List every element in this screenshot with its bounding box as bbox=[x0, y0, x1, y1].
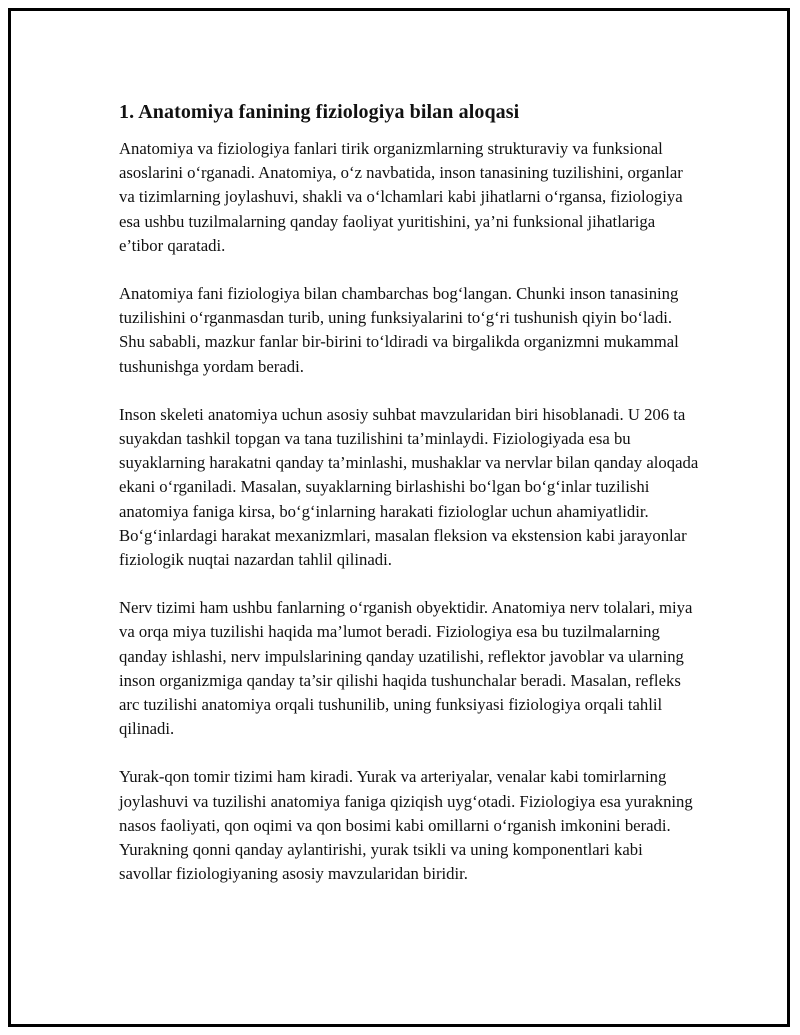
paragraph-5: Yurak-qon tomir tizimi ham kiradi. Yurak va arteriyalar, venalar kabi tomirlarning joylashuvi va tuzilishi anatomiya faniga qiziqish uyg‘otadi. Fiziologiya esa yurakning nasos faoliyati, qon oqimi va qon bosimi kabi omillarni o‘rganish imkonini beradi. Yurakning qonni qanday aylantirishi, yurak tsikli va uning komponentlari kabi savollar fiziologiyaning asosiy mavzularidan biridir. bbox=[119, 767, 693, 884]
paragraph-1: Anatomiya va fiziologiya fanlari tirik organizmlarning strukturaviy va funksional asoslarini o‘rganadi. Anatomiya, o‘z navbatida, inson tanasining tuzilishini, organlar va tizimlarning joylashuvi, shakli va o‘lchamlari kabi jihatlarni o‘rgansa, fiziologiya esa ushbu tuzilmalarning qanday faoliyat yuritishini, ya’ni funksional jihatlariga e’tibor qaratadi. bbox=[119, 139, 683, 255]
paragraph-4: Nerv tizimi ham ushbu fanlarning o‘rganish obyektidir. Anatomiya nerv tolalari, miya va orqa miya tuzilishi haqida ma’lumot beradi. Fiziologiya esa bu tuzilmalarning qanday ishlashi, nerv impulslarining qanday uzatilishi, reflektor javoblar va ularning inson organizmiga qanday ta’sir qilishi haqida tushunchalar beradi. Masalan, refleks arc tuzilishi anatomiya orqali tushunilib, uning funksiyasi fiziologiya orqali tahlil qilinadi. bbox=[119, 598, 693, 739]
paragraph-3: Inson skeleti anatomiya uchun asosiy suhbat mavzularidan biri hisoblanadi. U 206 ta suyakdan tashkil topgan va tana tuzilishini ta’minlaydi. Fiziologiyada esa bu suyaklarning harakatni qanday ta’minlashi, mushaklar va nervlar bilan qanday aloqada ekani o‘rganiladi. Masalan, suyaklarning birlashishi bo‘lgan bo‘g‘inlar tuzilishi anatomiya faniga kirsa, bo‘g‘inlarning harakati fiziologlar uchun ahamiyatlidir. Bo‘g‘inlardagi harakat mexanizmlari, masalan fleksion va ekstension kabi jarayonlar fiziologik nuqtai nazardan tahlil qilinadi. bbox=[119, 404, 699, 570]
page-frame bbox=[8, 8, 790, 1027]
document-title: 1. Anatomiya fanining fiziologiya bilan aloqasi bbox=[119, 101, 520, 123]
document-body bbox=[119, 99, 699, 910]
paragraph-2: Anatomiya fani fiziologiya bilan chambarchas bog‘langan. Chunki inson tanasining tuzilishini o‘rganmasdan turib, uning funksiyalarini to‘g‘ri tushunish qiyin bo‘ladi. Shu sababli, mazkur fanlar bir-birini to‘ldiradi va birgalikda organizmni mukammal tushunishga yordam beradi. bbox=[119, 284, 679, 376]
